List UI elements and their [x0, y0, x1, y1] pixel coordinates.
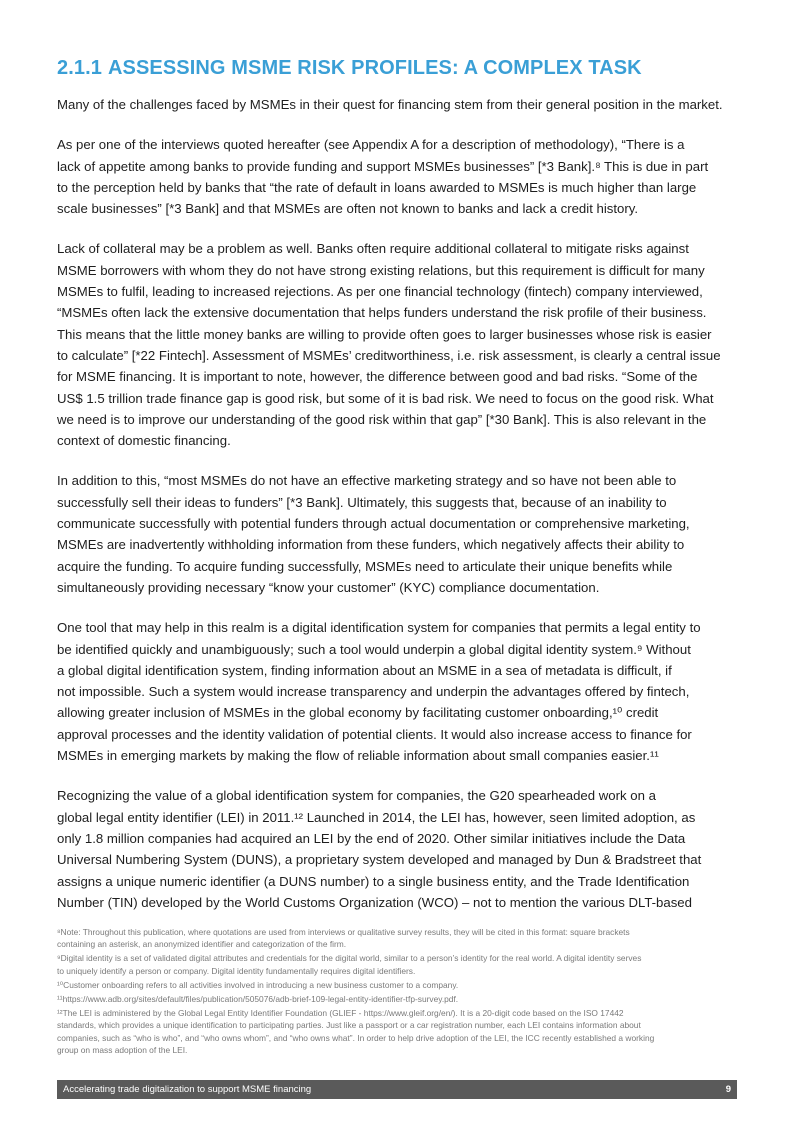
text-line: Lack of collateral may be a problem as well. Banks often require additional collateral to mitigate risks against — [57, 241, 689, 257]
footnote-line: to uniquely identify a person or company. Digital identity fundamentally requires digital identifiers. — [57, 965, 416, 976]
text-line: only 1.8 million companies had acquired an LEI by the end of 2020. Other similar initiatives include the Data — [57, 830, 686, 846]
section-heading — [57, 57, 642, 80]
text-line: we need is to improve our understanding of the good risk within that gap” [*30 Bank]. This is also relevant in the — [57, 411, 707, 427]
text-line: MSMEs to fulfil, leading to increased rejections. As per one financial technology (fintech) company interviewed, — [57, 284, 703, 300]
text-line: “MSMEs often lack the extensive documentation that helps funders understand the risk profile of their business. — [57, 305, 707, 321]
paragraph-1 — [57, 94, 737, 115]
section-title: ASSESSING MSME RISK PROFILES: A COMPLEX TASK — [107, 57, 642, 79]
text-line: lack of appetite among banks to provide funding and support MSMEs businesses” [*3 Bank].⁸ This is due in part — [57, 158, 709, 174]
body-text — [57, 94, 737, 932]
text-line: be identified quickly and unambiguously; such a tool would underpin a global digital identity system.⁹ Without — [57, 641, 691, 657]
text-line: simultaneously providing necessary “know your customer” (KYC) compliance documentation. — [57, 579, 600, 595]
text-line: successfully sell their ideas to funders” [*3 Bank]. Ultimately, this suggests that, because of an inability to — [57, 494, 667, 510]
text-line: One tool that may help in this realm is a digital identification system for companies that permits a legal entity to — [57, 620, 701, 636]
paragraph-5 — [57, 617, 737, 766]
text-line: Number (TIN) developed by the World Customs Organization (WCO) – not to mention the various DLT-based — [57, 894, 692, 910]
text-line: global legal entity identifier (LEI) in 2011.¹² Launched in 2014, the LEI has, however, seen limited adoption, as — [57, 809, 696, 825]
footnote-line: ⁹Digital identity is a set of validated digital attributes and credentials for the digital world, similar to a person’s identity for the real world. A digital identity serves — [57, 953, 642, 964]
footnote-10 — [57, 979, 737, 991]
text-line: a global digital identification system, finding information about an MSME in a sea of metadata is difficult, if — [57, 662, 672, 678]
paragraph-6 — [57, 785, 737, 913]
paragraph-4 — [57, 470, 737, 598]
text-line: MSMEs in emerging markets by making the flow of reliable information about small companies easier.¹¹ — [57, 748, 659, 764]
footnotes — [57, 926, 737, 1058]
footnote-link-line[interactable]: ¹¹https://www.adb.org/sites/default/files/publication/505076/adb-brief-109-legal-entity-identifier-tfp-survey.pdf. — [57, 994, 459, 1005]
text-line: allowing greater inclusion of MSMEs in the global economy by facilitating customer onboarding,¹⁰ credit — [57, 705, 659, 721]
text-line: MSME borrowers with whom they do not have strong existing relations, but this requirement is difficult for many — [57, 262, 705, 278]
text-line: Many of the challenges faced by MSMEs in their quest for financing stem from their general position in the market. — [57, 97, 723, 112]
text-line: Recognizing the value of a global identification system for companies, the G20 spearheaded work on a — [57, 788, 656, 804]
text-line: context of domestic financing. — [57, 433, 231, 449]
footnote-line: companies, such as “who is who”, and “who owns whom”, and “who owns what”. In order to help drive adoption of the LEI, the ICC recently established a working — [57, 1032, 655, 1043]
text-line: communicate successfully with potential funders through actual documentation or comprehensive marketing, — [57, 516, 690, 532]
paragraph-2 — [57, 134, 737, 219]
text-line: for MSME financing. It is important to note, however, the difference between good and bad risks. “Some of the — [57, 369, 698, 385]
text-line: US$ 1.5 trillion trade finance gap is good risk, but some of it is bad risk. We need to focus on the good risk. What — [57, 390, 714, 406]
footnote-8 — [57, 926, 737, 950]
footer-title: Accelerating trade digitalization to support MSME financing — [63, 1084, 312, 1095]
text-line: acquire the funding. To acquire funding successfully, MSMEs need to articulate their unique benefits while — [57, 558, 673, 574]
text-line: MSMEs are inadvertently withholding information from these funders, which negatively affects their ability to — [57, 537, 685, 553]
text-line: approval processes and the identity validation of potential clients. It would also increase access to finance for — [57, 726, 692, 742]
footnote-line: ¹²The LEI is administered by the Global Legal Entity Identifier Foundation (GLIEF - https://www.gleif.org/en/). It is a 20-digit code based on the ISO 17442 — [57, 1008, 624, 1019]
text-line: to calculate” [*22 Fintech]. Assessment of MSMEs’ creditworthiness, i.e. risk assessment, is clearly a central issue — [57, 347, 721, 363]
section-number: 2.1.1 — [57, 57, 102, 79]
text-line: In addition to this, “most MSMEs do not have an effective marketing strategy and so have not been able to — [57, 473, 677, 489]
footnote-line: containing an asterisk, an anonymized identifier and categorization of the firm. — [57, 939, 347, 950]
footnote-line: ¹⁰Customer onboarding refers to all activities involved in introducing a new business customer to a company. — [57, 979, 459, 990]
text-line: not impossible. Such a system would increase transparency and underpin the advantages offered by fintech, — [57, 684, 690, 700]
footnote-line: standards, which provides a unique identification to participating parties. Just like a passport or a car registration number, each LEI contains information about — [57, 1020, 641, 1031]
footnote-11 — [57, 993, 737, 1005]
text-line: assigns a unique numeric identifier (a DUNS number) to a single business entity, and the Trade Identification — [57, 873, 690, 889]
footnote-line: ⁸Note: Throughout this publication, where quotations are used from interviews or qualitative survey results, they will be cited in this format: square brackets — [57, 927, 630, 937]
text-line: Universal Numbering System (DUNS), a proprietary system developed and managed by Dun & Bradstreet that — [57, 852, 702, 868]
paragraph-3 — [57, 238, 737, 451]
footnote-9 — [57, 952, 737, 976]
text-line: to the perception held by banks that “the rate of default in loans awarded to MSMEs is much higher than large — [57, 179, 697, 195]
page-footer — [57, 1080, 737, 1099]
text-line: As per one of the interviews quoted hereafter (see Appendix A for a description of methodology), “There is a — [57, 137, 685, 153]
page-number: 9 — [725, 1084, 731, 1095]
text-line: scale businesses” [*3 Bank] and that MSMEs are often not known to banks and lack a credit history. — [57, 201, 639, 217]
text-line: This means that the little money banks are willing to provide often goes to larger businesses whose risk is easier — [57, 326, 712, 342]
footnote-line: group on mass adoption of the LEI. — [57, 1044, 188, 1055]
footnote-12 — [57, 1007, 737, 1056]
